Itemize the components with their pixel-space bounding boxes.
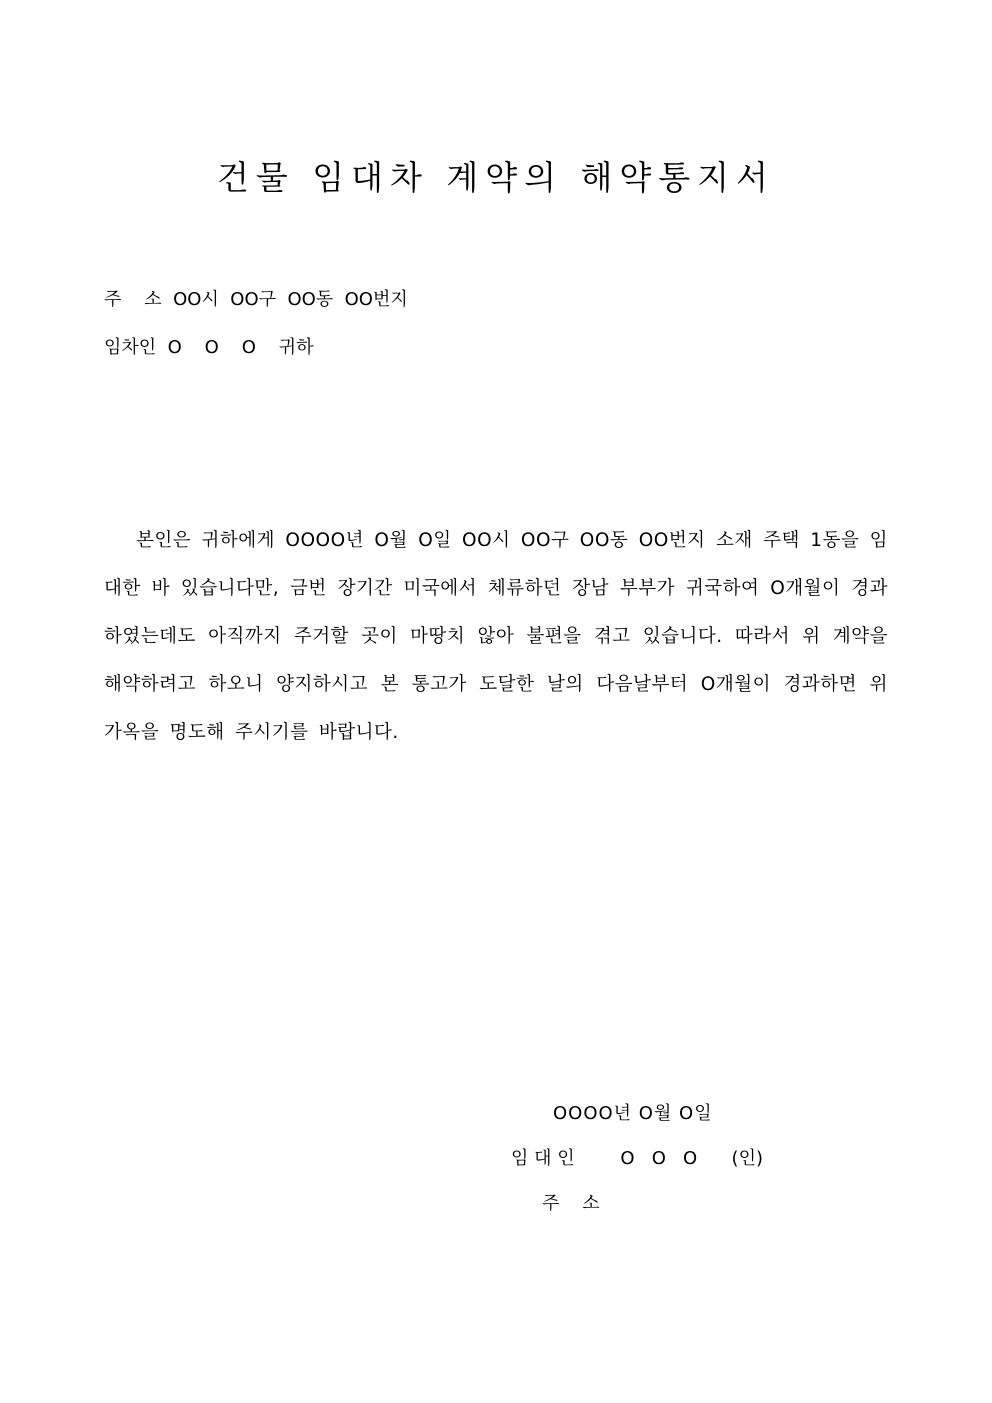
document-title: 건물 임대차 계약의 해약통지서 xyxy=(217,158,775,197)
signature-landlord: 임 대 인 O O O (인) xyxy=(511,1148,763,1169)
recipient-address: 주 소 OO시 OO구 OO동 OO번지 xyxy=(104,289,408,310)
signature-date: OOOO년 O월 O일 xyxy=(553,1103,713,1124)
signature-address: 주 소 xyxy=(542,1193,600,1214)
notice-body: 본인은 귀하에게 OOOO년 O월 O일 OO시 OO구 OO동 OO번지 소재 주택 1동을 임대한 바 있습니다만, 금번 장기간 미국에서 체류하던 장남 부부가 귀국하여 O개월이 경과하였는데도 아직까지 주거할 곳이 마땅치 않아 불편을 겪고 있습니다. 따라서 위 계약을 해약하려고 하오니 양지하시고 본 통고가 도달한 날의 다음날부터 O개월이 경과하면 위 가옥을 명도해 주시기를 바랍니다. xyxy=(104,530,888,743)
recipient-name: 임차인 O O O 귀하 xyxy=(104,337,314,358)
